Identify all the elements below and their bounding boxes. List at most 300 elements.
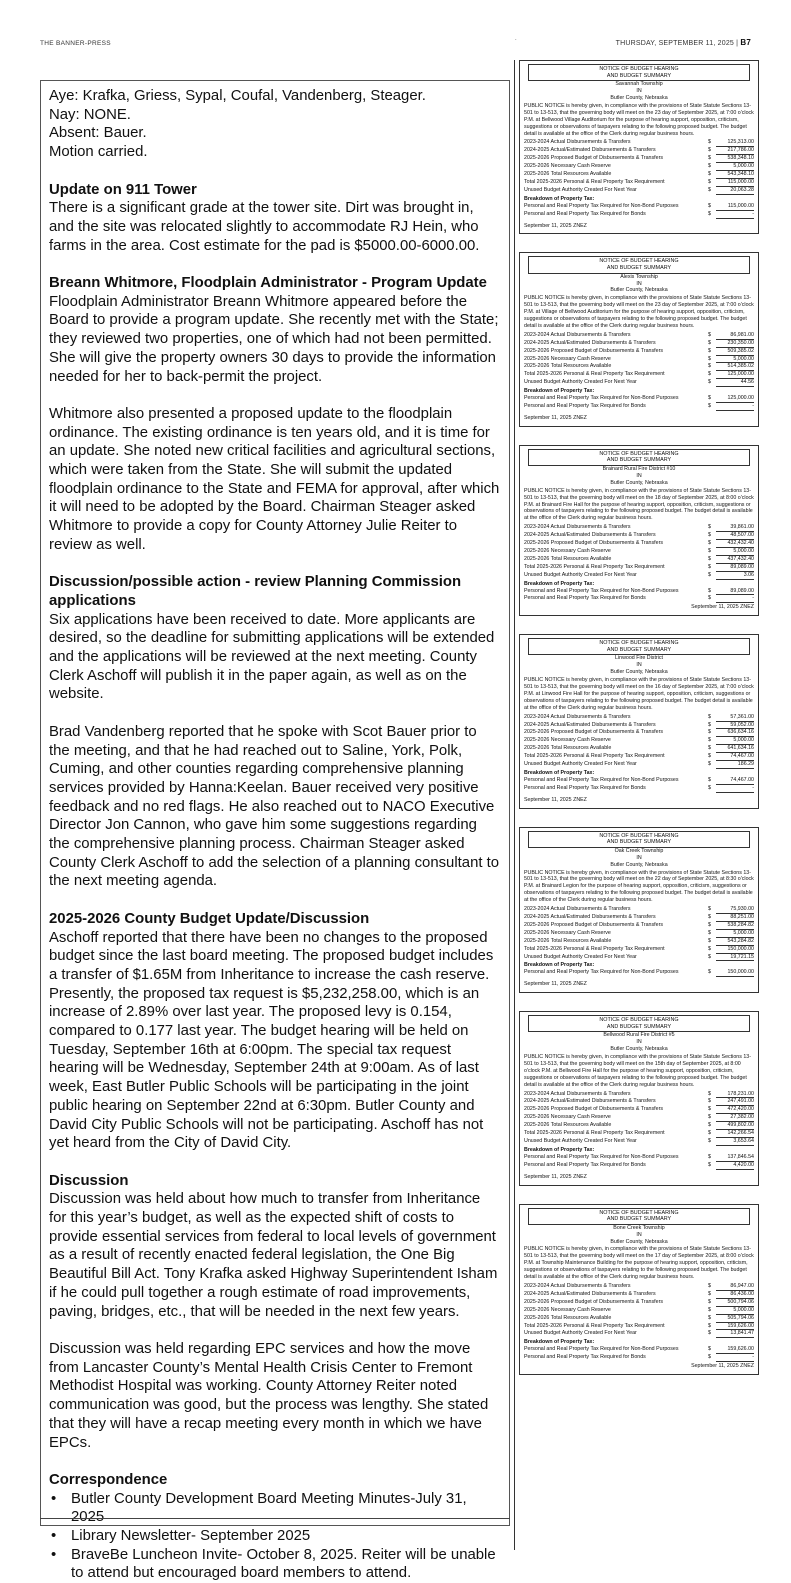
notice-date: September 11, 2025 ZNEZ: [524, 796, 587, 803]
row-label: Total 2025-2026 Personal & Real Property Tax Requirement: [524, 178, 665, 185]
correspondence-item: • BraveBe Luncheon Invite- October 8, 2025. Reiter will be unable to attend but encouraged board members to attend.: [49, 1546, 501, 1583]
row-label: 2024-2025 Actual/Estimated Disbursements & Transfers: [524, 339, 656, 346]
budget-row: [524, 564, 754, 572]
budget-row: [524, 1138, 754, 1146]
row-label: Personal and Real Property Tax Required for Non-Bond Purposes: [524, 587, 679, 594]
row-amount: 5,000.00: [716, 356, 754, 364]
budget-row: [524, 714, 754, 722]
row-dollar: $: [708, 1346, 711, 1353]
row-dollar: $: [708, 571, 711, 578]
budget-row: [524, 1091, 754, 1099]
row-amount: 5,000.00: [716, 1307, 754, 1315]
budget-row: [524, 954, 754, 962]
row-dollar: $: [708, 202, 711, 209]
section-paragraph: Six applications have been received to date. More applicants are desired, so the deadline for submitting applications will be extended and the applications will be reviewed at the next meeting. County Clerk Aschoff will publish it in the paper again, as well as on the website.: [49, 611, 495, 703]
row-amount: 432,432.40: [716, 540, 754, 548]
budget-row: [524, 1106, 754, 1114]
row-dollar: $: [708, 737, 711, 744]
row-label: 2025-2026 Proposed Budget of Disbursements & Transfers: [524, 1298, 663, 1305]
row-dollar: $: [708, 713, 711, 720]
row-amount: 142,266.54: [716, 1130, 754, 1138]
notice-entity: Bone Creek Township: [613, 1224, 665, 1231]
row-dollar: $: [708, 1161, 711, 1168]
row-amount: 5,000.00: [716, 163, 754, 171]
row-amount: 44.56: [716, 379, 754, 387]
row-dollar: $: [708, 969, 711, 976]
budget-row: [524, 348, 754, 356]
notice-date: September 11, 2025 ZNEZ: [524, 414, 587, 421]
row-label: 2025-2026 Total Resources Available: [524, 171, 612, 178]
row-dollar: $: [708, 1322, 711, 1329]
budget-row: [524, 1299, 754, 1307]
row-label: 2024-2025 Actual/Estimated Disbursements & Transfers: [524, 913, 656, 920]
row-amount: 500,794.06: [716, 1299, 754, 1307]
section-heading: Discussion/possible action - review Planning Commission applications: [49, 574, 462, 609]
row-amount: 5,000.00: [716, 548, 754, 556]
section-paragraph: Floodplain Administrator Breann Whitmore appeared before the Board to provide a program update. She recently met with the State; they reviewed two properties, one of which had not been permitted. She will give the property owners 30 days to provide the information needed for her to back-permit the project.: [49, 293, 499, 385]
notice-title-box: [528, 1208, 750, 1225]
notice-date: September 11, 2025 ZNEZ: [691, 604, 754, 611]
budget-row: [524, 922, 754, 930]
breakdown-row: [524, 1162, 754, 1170]
row-label: 2024-2025 Actual/Estimated Disbursements & Transfers: [524, 721, 656, 728]
notice-subtitle: AND BUDGET SUMMARY: [606, 1023, 672, 1030]
row-dollar: $: [708, 371, 711, 378]
row-dollar: $: [708, 171, 711, 178]
row-dollar: $: [708, 1330, 711, 1337]
notice-title-box: [528, 256, 750, 273]
notice-title: NOTICE OF BUDGET HEARING: [599, 1017, 679, 1024]
row-dollar: $: [708, 186, 711, 193]
meeting-minutes-article: [40, 80, 510, 1582]
row-dollar: $: [708, 906, 711, 913]
row-amount: 3,653.64: [716, 1138, 754, 1146]
row-label: Unused Budget Authority Created For Next Year: [524, 1138, 637, 1144]
notice-county: Butler County, Nebraska: [610, 669, 668, 676]
budget-row: [524, 340, 754, 348]
row-amount: 159,626.00: [716, 1323, 754, 1331]
row-amount: 115,000.00: [716, 179, 754, 187]
row-dollar: $: [708, 395, 711, 402]
notice-in: IN: [636, 1039, 642, 1046]
budget-row: [524, 147, 754, 155]
row-label: 2025-2026 Necessary Cash Reserve: [524, 547, 611, 554]
row-dollar: $: [708, 929, 711, 936]
row-label: 2025-2026 Total Resources Available: [524, 1122, 612, 1129]
row-amount: -: [716, 211, 754, 219]
row-label: 2025-2026 Necessary Cash Reserve: [524, 163, 611, 170]
breakdown-row: [524, 1346, 754, 1354]
row-dollar: $: [708, 921, 711, 928]
breakdown-label: Breakdown of Property Tax:: [524, 195, 595, 202]
section-heading: 2025-2026 County Budget Update/Discussion: [49, 910, 370, 927]
section-paragraph: Discussion was held about how much to transfer from Inheritance for this year’s budget, as well as the expected shift of costs to provide essential services from federal to local levels of government as a result of recently enacted federal legislation, the One Big Beautiful Bill Act. Tony Krafka asked Highway Superintendent Isham if he could pull together a rough estimate of road improvements, paving, bridges, etc., that will be needed in the next few years.: [49, 1191, 498, 1320]
row-label: 2024-2025 Actual/Estimated Disbursements & Transfers: [524, 1098, 656, 1105]
row-label: Personal and Real Property Tax Required for Bonds: [524, 210, 646, 217]
row-label: Total 2025-2026 Personal & Real Property Tax Requirement: [524, 1130, 665, 1137]
notice-title: NOTICE OF BUDGET HEARING: [599, 1209, 679, 1216]
budget-row: [524, 155, 754, 163]
notice-subtitle: AND BUDGET SUMMARY: [606, 72, 672, 79]
row-dollar: $: [708, 1153, 711, 1160]
notice-date: September 11, 2025 ZNEZ: [524, 1173, 587, 1180]
row-label: 2023-2024 Actual Disbursements & Transfers: [524, 139, 631, 146]
row-amount: 472,420.00: [716, 1106, 754, 1114]
row-amount: 641,634.16: [716, 745, 754, 753]
budget-notice: [519, 1011, 759, 1185]
notice-title-box: [528, 831, 750, 848]
notice-subtitle: AND BUDGET SUMMARY: [606, 839, 672, 846]
row-label: 2025-2026 Proposed Budget of Disbursements & Transfers: [524, 921, 663, 928]
budget-row: [524, 572, 754, 580]
row-amount: 509,385.02: [716, 348, 754, 356]
budget-notice: [519, 634, 759, 808]
row-amount: 159,626.00: [716, 1346, 754, 1354]
row-amount: 636,634.16: [716, 729, 754, 737]
row-label: 2025-2026 Total Resources Available: [524, 1314, 612, 1321]
row-amount: 88,251.00: [716, 914, 754, 922]
row-dollar: $: [708, 403, 711, 409]
notice-subtitle: AND BUDGET SUMMARY: [606, 265, 672, 271]
breakdown-row: [524, 203, 754, 211]
budget-row: [524, 1307, 754, 1315]
notice-body: PUBLIC NOTICE is hereby given, in compliance with the provisions of State Statute Sections 13-501 to 13-513, that the governing body will meet on the 15th day of September 2025, at 8:00 o'clock P.M. at Bellwood Fire Hall for the purpose of hearing support, opposition, criticism, suggestions or observations of taxpayers relating to the following proposed budget. The budget detail is available at the office of the Clerk during regular business hours.: [524, 1054, 751, 1088]
row-amount: 178,231.00: [716, 1091, 754, 1099]
notice-title: NOTICE OF BUDGET HEARING: [599, 66, 679, 72]
row-label: Personal and Real Property Tax Required for Non-Bond Purposes: [524, 202, 679, 209]
notice-title-box: [528, 449, 750, 466]
breakdown-label: Breakdown of Property Tax:: [524, 770, 595, 776]
row-amount: 89,089.00: [716, 588, 754, 596]
notice-in: IN: [636, 1231, 642, 1238]
notice-in: IN: [636, 280, 642, 287]
section-paragraph: Brad Vandenberg reported that he spoke with Scot Bauer prior to the meeting, and that he had reached out to Saline, York, Polk, Cuming, and other counties regarding comprehensive planning services provided by Hanna:Keelan. Bauer received very positive feedback and no red flags. He also reached out to NACO Executive Director Jon Cannon, who gave him some suggestions regarding the comprehensive planning process. Chairman Steager asked County Clerk Aschoff to add the selection of a planning consultant to the next meeting agenda.: [49, 723, 500, 890]
budget-row: [524, 163, 754, 171]
row-amount: 75,930.00: [716, 906, 754, 914]
budget-row: [524, 1283, 754, 1291]
budget-row: [524, 729, 754, 737]
budget-row: [524, 524, 754, 532]
row-label: 2025-2026 Necessary Cash Reserve: [524, 355, 611, 362]
row-amount: 230,350.00: [716, 340, 754, 348]
budget-row: [524, 548, 754, 556]
row-dollar: $: [708, 913, 711, 920]
notice-county: Butler County, Nebraska: [610, 287, 668, 294]
row-dollar: $: [708, 331, 711, 338]
budget-row: [524, 753, 754, 761]
section-paragraph: Discussion was held regarding EPC services and how the move from Lancaster County’s Mental Health Crisis Center to Fremont Methodist Hospital was working. County Attorney Reiter noted communication was good, but the process was lengthy. She stated that they will have a recap meeting every month in which we have EPCs.: [49, 1340, 489, 1451]
row-label: 2023-2024 Actual Disbursements & Transfers: [524, 1282, 631, 1289]
budget-notice: [519, 1204, 759, 1375]
row-amount: 499,802.00: [716, 1122, 754, 1130]
row-label: Total 2025-2026 Personal & Real Property Tax Requirement: [524, 371, 665, 378]
row-label: Total 2025-2026 Personal & Real Property Tax Requirement: [524, 945, 665, 952]
row-amount: 39,861.00: [716, 524, 754, 532]
row-amount: 125,000.00: [716, 395, 754, 403]
notice-entity: Oak Creek Township: [614, 847, 664, 854]
row-label: Unused Budget Authority Created For Next Year: [524, 1330, 637, 1337]
notice-entity: Alexis Township: [620, 273, 658, 280]
budget-row: [524, 532, 754, 540]
row-label: Total 2025-2026 Personal & Real Property Tax Requirement: [524, 563, 665, 570]
row-amount: 125,313.00: [716, 139, 754, 147]
row-amount: 74,467.00: [716, 753, 754, 761]
row-amount: 48,507.00: [716, 532, 754, 540]
row-label: Personal and Real Property Tax Required for Bonds: [524, 403, 646, 409]
row-label: Personal and Real Property Tax Required for Non-Bond Purposes: [524, 1346, 679, 1353]
row-amount: 59,052.00: [716, 722, 754, 730]
row-dollar: $: [708, 1114, 711, 1121]
row-amount: 543,348.10: [716, 171, 754, 179]
row-amount: 20,063.28: [716, 187, 754, 195]
notice-county: Butler County, Nebraska: [610, 1238, 668, 1245]
budget-notices-column: [519, 60, 759, 1393]
breakdown-row: [524, 1154, 754, 1162]
row-label: 2025-2026 Proposed Budget of Disbursements & Transfers: [524, 729, 663, 736]
row-dollar: $: [708, 339, 711, 346]
row-dollar: $: [708, 155, 711, 162]
row-amount: 19,721.15: [716, 954, 754, 962]
article-bottom-rule: [40, 1518, 510, 1519]
budget-row: [524, 371, 754, 379]
budget-row: [524, 946, 754, 954]
row-dollar: $: [708, 1298, 711, 1305]
notice-subtitle: AND BUDGET SUMMARY: [606, 457, 672, 464]
breakdown-label: Breakdown of Property Tax:: [524, 580, 595, 587]
budget-row: [524, 171, 754, 179]
budget-row: [524, 1098, 754, 1106]
row-amount: 86,981.00: [716, 332, 754, 340]
notice-date: September 11, 2025 ZNEZ: [691, 1363, 754, 1370]
notice-title-box: [528, 638, 750, 655]
row-dollar: $: [708, 729, 711, 736]
row-amount: 505,794.06: [716, 1315, 754, 1323]
row-dollar: $: [708, 1282, 711, 1289]
budget-row: [524, 379, 754, 387]
row-label: 2023-2024 Actual Disbursements & Transfers: [524, 331, 631, 338]
row-label: 2025-2026 Necessary Cash Reserve: [524, 1114, 611, 1121]
notice-county: Butler County, Nebraska: [610, 95, 668, 101]
row-dollar: $: [708, 1090, 711, 1097]
correspondence-list: [49, 1490, 501, 1583]
row-label: Personal and Real Property Tax Required for Non-Bond Purposes: [524, 776, 679, 783]
vote-nay: Nay: NONE.: [49, 106, 131, 123]
vote-aye: Aye: Krafka, Griess, Sypal, Coufal, Vandenberg, Steager.: [49, 88, 426, 104]
budget-row: [524, 356, 754, 364]
row-dollar: $: [708, 1130, 711, 1137]
row-dollar: $: [708, 540, 711, 547]
header-separator: |: [736, 40, 739, 47]
breakdown-label: Breakdown of Property Tax:: [524, 1339, 595, 1346]
correspondence-heading: Correspondence: [49, 1471, 168, 1488]
row-label: Personal and Real Property Tax Required for Bonds: [524, 784, 646, 791]
row-dollar: $: [708, 753, 711, 760]
notice-date: September 11, 2025 ZNEZ: [524, 222, 587, 229]
budget-row: [524, 1323, 754, 1331]
row-amount: 89,089.00: [716, 564, 754, 572]
breakdown-row: [524, 785, 754, 793]
row-dollar: $: [708, 761, 711, 768]
notice-date: September 11, 2025 ZNEZ: [524, 981, 587, 988]
notice-county: Butler County, Nebraska: [610, 479, 668, 486]
row-label: 2025-2026 Proposed Budget of Disbursements & Transfers: [524, 347, 663, 354]
budget-row: [524, 1122, 754, 1130]
correspondence-item: • Library Newsletter- September 2025: [49, 1527, 501, 1546]
row-label: Personal and Real Property Tax Required for Bonds: [524, 1161, 646, 1168]
row-label: 2025-2026 Total Resources Available: [524, 937, 612, 944]
notice-title: NOTICE OF BUDGET HEARING: [599, 640, 679, 647]
budget-row: [524, 930, 754, 938]
page-header: [616, 38, 751, 47]
row-dollar: $: [708, 784, 711, 791]
notice-body: PUBLIC NOTICE is hereby given, in compliance with the provisions of State Statute Sections 13-501 to 13-513, that the governing body will meet on the 22 day of September 2025, at 8:30 o'clock P.M. at Brainard Legion for the purpose of hearing support, opposition, criticism, suggestions or observations of taxpayers relating to the following proposed budget. The budget detail is available at the office of the Clerk during regular business hours.: [524, 869, 754, 904]
row-amount: 4,420.00: [716, 1162, 754, 1170]
budget-row: [524, 914, 754, 922]
row-label: 2025-2026 Necessary Cash Reserve: [524, 929, 611, 936]
row-dollar: $: [708, 587, 711, 594]
row-label: Personal and Real Property Tax Required for Non-Bond Purposes: [524, 395, 679, 402]
budget-row: [524, 906, 754, 914]
notice-body: PUBLIC NOTICE is hereby given, in compliance with the provisions of State Statute Sections 13-501 to 13-513, that the governing body will meet on the 23 day of September 2025, at 7:00 o'clock P.M. at Village of Bellwood Auditorium for the purpose of hearing support, opposition, criticism, suggestions or observations of taxpayers relating to the following proposed budget. The budget detail is available at the office of the Clerk during regular business hours.: [524, 295, 754, 329]
budget-row: [524, 737, 754, 745]
row-amount: 186.29: [716, 761, 754, 769]
row-amount: 86,436.00: [716, 1291, 754, 1299]
notice-title-box: [528, 64, 750, 81]
notice-in: IN: [636, 662, 642, 669]
row-dollar: $: [708, 379, 711, 386]
row-amount: 437,432.40: [716, 556, 754, 564]
row-dollar: $: [708, 363, 711, 370]
row-label: Personal and Real Property Tax Required for Non-Bond Purposes: [524, 969, 679, 976]
row-dollar: $: [708, 1290, 711, 1297]
row-dollar: $: [708, 937, 711, 944]
row-dollar: $: [708, 945, 711, 952]
row-amount: 217,786.00: [716, 147, 754, 155]
section-paragraph: There is a significant grade at the tower site. Dirt was brought in, and the site was relocated slightly to accommodate RJ Hein, who farms in the area. Cost estimate for the pad is $5000.00-6000.00.: [49, 200, 480, 254]
row-dollar: $: [708, 178, 711, 185]
row-label: 2025-2026 Proposed Budget of Disbursements & Transfers: [524, 1106, 663, 1113]
breakdown-row: [524, 403, 754, 411]
row-label: 2025-2026 Proposed Budget of Disbursements & Transfers: [524, 155, 663, 162]
section-paragraph: Whitmore also presented a proposed update to the floodplain ordinance. The existing ordinance is ten years old, and it is time for an update. She noted new critical facilities and agricultural sections, which were taken from the State. She will submit the updated floodplain ordinance to the State and FEMA for approval, after which it will need to be adopted by the Board. Chairman Steager asked Whitmore to provide a copy for County Attorney Julie Reiter to review as well.: [49, 405, 500, 553]
row-dollar: $: [708, 1354, 711, 1361]
row-amount: 74,467.00: [716, 777, 754, 785]
row-amount: 27,382.00: [716, 1114, 754, 1122]
notice-body: PUBLIC NOTICE is hereby given, in compliance with the provisions of State Statute Sections 13-501 to 13-513, that the governing body will meet on the 18 day of September 2025, at 8:00 o'clock P.M. at Brainard Fire Hall for the purpose of hearing support, opposition, criticism, suggestions or observations of taxpayers relating to the following proposed budget. The budget detail is available at the office of the Clerk during regular business hours.: [524, 487, 754, 522]
row-amount: 514,385.02: [716, 363, 754, 371]
budget-row: [524, 1114, 754, 1122]
row-dollar: $: [708, 139, 711, 146]
row-label: 2024-2025 Actual/Estimated Disbursements & Transfers: [524, 1290, 656, 1297]
row-label: Unused Budget Authority Created For Next Year: [524, 571, 637, 578]
column-rule: [514, 60, 515, 1550]
row-dollar: $: [708, 210, 711, 217]
row-dollar: $: [708, 355, 711, 362]
row-dollar: $: [708, 532, 711, 539]
budget-row: [524, 761, 754, 769]
notice-entity: Linwood Fire District: [615, 655, 663, 662]
budget-row: [524, 745, 754, 753]
breakdown-row: [524, 595, 754, 603]
budget-row: [524, 1291, 754, 1299]
row-dollar: $: [708, 147, 711, 154]
row-label: Personal and Real Property Tax Required for Bonds: [524, 595, 646, 602]
row-amount: 247,491.00: [716, 1098, 754, 1106]
row-label: Total 2025-2026 Personal & Real Property Tax Requirement: [524, 753, 665, 760]
correspondence-item: • Butler County Development Board Meeting Minutes-July 31, 2025: [49, 1490, 501, 1527]
row-dollar: $: [708, 163, 711, 170]
budget-row: [524, 1330, 754, 1338]
budget-notice: [519, 60, 759, 234]
row-dollar: $: [708, 1106, 711, 1113]
row-label: 2025-2026 Total Resources Available: [524, 363, 612, 370]
row-label: 2025-2026 Total Resources Available: [524, 555, 612, 562]
row-amount: 13,841.47: [716, 1330, 754, 1338]
row-label: Unused Budget Authority Created For Next Year: [524, 953, 637, 960]
row-amount: 5,000.00: [716, 930, 754, 938]
row-dollar: $: [708, 776, 711, 783]
row-dollar: $: [708, 547, 711, 554]
row-amount: 3.06: [716, 572, 754, 580]
budget-row: [524, 363, 754, 371]
notice-subtitle: AND BUDGET SUMMARY: [606, 1216, 672, 1223]
row-amount: 538,284.82: [716, 922, 754, 930]
breakdown-row: [524, 969, 754, 977]
row-dollar: $: [708, 347, 711, 354]
row-label: Unused Budget Authority Created For Next Year: [524, 186, 637, 193]
row-dollar: $: [708, 555, 711, 562]
row-amount: 538,348.10: [716, 155, 754, 163]
budget-row: [524, 1315, 754, 1323]
row-amount: -: [716, 785, 754, 793]
row-label: Unused Budget Authority Created For Next Year: [524, 379, 637, 386]
row-amount: -: [716, 1354, 754, 1362]
notice-in: IN: [636, 472, 642, 479]
budget-row: [524, 139, 754, 147]
notice-title-box: [528, 1015, 750, 1032]
row-dollar: $: [708, 1314, 711, 1321]
budget-notice: [519, 827, 759, 994]
vote-absent: Absent: Bauer.: [49, 125, 147, 142]
row-label: 2025-2026 Necessary Cash Reserve: [524, 1306, 611, 1313]
row-label: Personal and Real Property Tax Required for Non-Bond Purposes: [524, 1153, 679, 1160]
breakdown-row: [524, 1354, 754, 1362]
breakdown-row: [524, 395, 754, 403]
row-dollar: $: [708, 1122, 711, 1129]
budget-row: [524, 332, 754, 340]
budget-notice: [519, 252, 759, 426]
row-label: 2025-2026 Total Resources Available: [524, 745, 612, 752]
row-amount: 150,000.00: [716, 946, 754, 954]
vote-result: Motion carried.: [49, 144, 148, 161]
row-dollar: $: [708, 721, 711, 728]
row-label: 2025-2026 Proposed Budget of Disbursements & Transfers: [524, 540, 663, 547]
notice-in: IN: [636, 854, 642, 861]
budget-row: [524, 938, 754, 946]
row-label: 2023-2024 Actual Disbursements & Transfers: [524, 906, 631, 913]
row-label: 2023-2024 Actual Disbursements & Transfers: [524, 524, 631, 531]
notice-title: NOTICE OF BUDGET HEARING: [599, 450, 679, 457]
row-amount: 86,947.00: [716, 1283, 754, 1291]
row-dollar: $: [708, 563, 711, 570]
breakdown-row: [524, 211, 754, 219]
notice-entity: Brainard Rural Fire District #10: [602, 466, 676, 472]
notice-title: NOTICE OF BUDGET HEARING: [599, 258, 679, 265]
budget-row: [524, 179, 754, 187]
notice-title: NOTICE OF BUDGET HEARING: [599, 832, 679, 839]
notice-in: IN: [636, 88, 642, 95]
row-label: 2023-2024 Actual Disbursements & Transfers: [524, 713, 631, 720]
